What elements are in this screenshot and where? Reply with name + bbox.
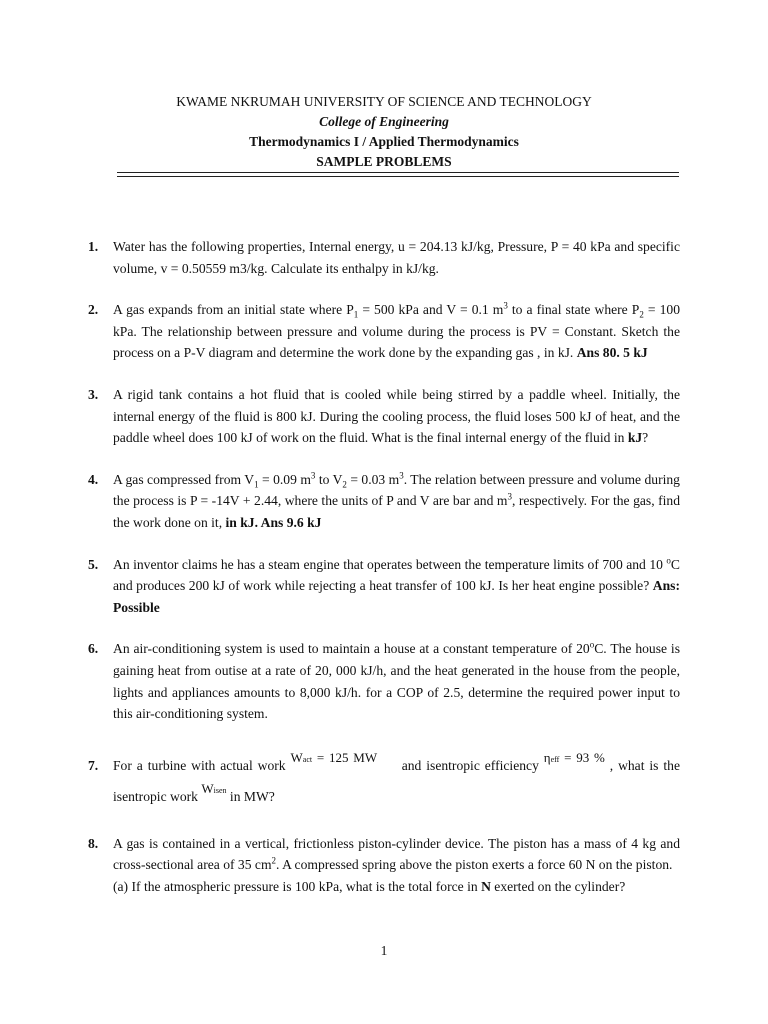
header-rule-top <box>117 172 679 173</box>
page-number: 1 <box>380 943 388 958</box>
problem-list <box>88 236 680 917</box>
problem-5: 5. An inventor claims he has a steam engine that operates between the temperature limits of 700 and 10 $^o$C and produces 200 kJ of work while rejecting a heat transfer of 100 kJ. Is her heat engine possible? Ans: Possible <box>88 555 680 615</box>
problem-number: 4. <box>88 471 99 487</box>
problem-number: 8. <box>88 835 99 851</box>
problem-8: 8. A gas is contained in a vertical, frictionless piston-cylinder device. The piston has a mass of 4 kg and cross-sectional area of 35 $cm^2$. A compressed spring above the piston exerts a force 60 N on the piston. (a) If the atmospheric pressure is 100 kPa, what is the total force in N exerted on the cylinder? <box>88 833 680 898</box>
course-title: Thermodynamics I / Applied Thermodynamics <box>249 134 519 149</box>
answer: in kJ. Ans 9.6 kJ <box>225 514 322 530</box>
problem-2: 2. A gas expands from an initial state where $P_1 = 500$ kPa and V = 0.1 $m^3$ to a final state where $P_2 = 100$ kPa. The relationship between pressure and volume during the process is PV = Constant. Sketch the process on a P-V diagram and determine the work done by the expanding gas , in kJ. Ans 80. 5 kJ <box>88 300 680 361</box>
problem-7: 7. For a turbine with actual work Wact = 125 MW and isentropic efficiency ηeff = 93 % , what is the isentropic work Wisen in MW? <box>88 749 681 804</box>
problem-6: 6. An air-conditioning system is used to maintain a house at a constant temperature of 20$^o$C. The house is gaining heat from outise at a rate of 20, 000 kJ/h, and the heat generated in the house from the people, lights and appliances amounts to 8,000 kJ/h. for a COP of 2.5, determine the required power input to this air-conditioning system. <box>88 639 680 722</box>
equation-isentropic-work: Wisen <box>201 780 227 796</box>
header-rule-bottom <box>117 176 679 177</box>
problem-number: 6. <box>88 641 99 657</box>
university-name: KWAME NKRUMAH UNIVERSITY OF SCIENCE AND TECHNOLOGY <box>176 94 592 109</box>
problem-number: 5. <box>88 556 99 572</box>
problem-8-part-a: (a) If the atmospheric pressure is 100 kPa, what is the total force in N exerted on the cylinder? <box>113 878 626 894</box>
answer: Ans 80. 5 kJ <box>576 345 648 361</box>
page-title: SAMPLE PROBLEMS <box>316 154 452 169</box>
equation-actual-work: Wact = 125 MW <box>290 749 378 765</box>
document-header <box>0 92 768 172</box>
problem-number: 7. <box>88 757 99 773</box>
college-name: College of Engineering <box>319 114 449 129</box>
problem-1: 1. Water has the following properties, Internal energy, u = 204.13 kJ/kg, Pressure, P = 40 kPa and specific volume, v = 0.50559 m3/kg. Calculate its enthalpy in kJ/kg. <box>88 236 680 279</box>
equation-efficiency: ηeff = 93 % <box>543 749 605 765</box>
problem-number: 1. <box>88 239 99 254</box>
problem-number: 2. <box>88 302 99 318</box>
problem-3: 3. A rigid tank contains a hot fluid that is cooled while being stirred by a paddle wheel. Initially, the internal energy of the fluid is 800 kJ. During the cooling process, the fluid loses 500 kJ of heat, and the paddle wheel does 100 kJ of work on the fluid. What is the final internal energy of the fluid in kJ? <box>88 384 680 449</box>
problem-4: 4. A gas compressed from $V_1 = 0.09$ $m^3$ to $V_2 = 0.03$ $m^3$. The relation between pressure and volume during the process is P = -14V + 2.44, where the units of P and V are bar and $m^3$, respectively. For the gas, find the work done on it, in kJ. Ans 9.6 kJ <box>88 470 680 530</box>
answer: Ans: Possible <box>113 578 680 615</box>
problem-number: 3. <box>88 386 99 402</box>
